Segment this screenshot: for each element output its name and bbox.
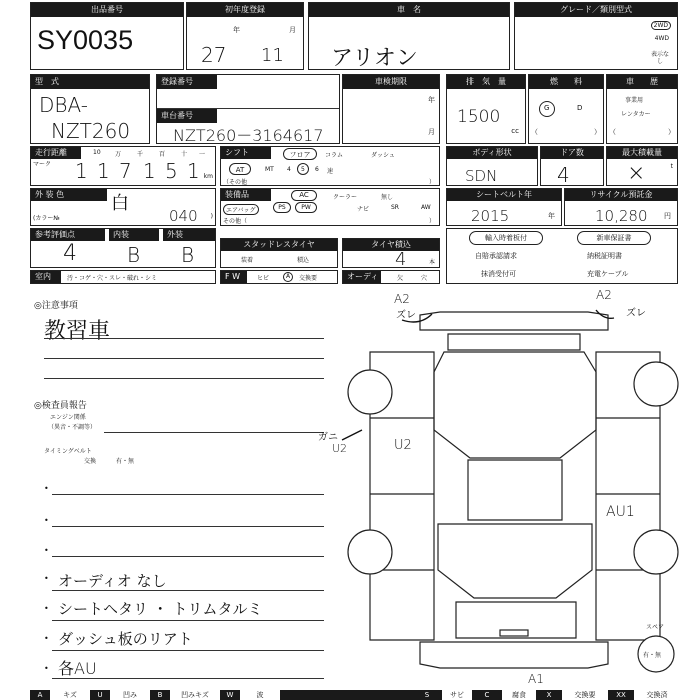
displacement-label: 排 気 量 bbox=[447, 75, 525, 89]
damage-u2-a: U2 bbox=[332, 442, 348, 455]
mileage-digit-5: 5 bbox=[165, 159, 178, 183]
recycle-unit: 円 bbox=[664, 212, 671, 220]
damage-garnish: ガニ bbox=[318, 432, 338, 443]
equipment-label: 装備品 bbox=[221, 189, 271, 201]
scale-10k: 万 bbox=[115, 151, 122, 158]
timing-opts: 有・無 bbox=[116, 458, 135, 465]
damage-a2-right: A2 bbox=[596, 288, 612, 302]
bullet-2: • bbox=[44, 516, 49, 525]
inspector-note-3: ダッシュ板のリアト bbox=[58, 630, 193, 648]
displacement-unit: cc bbox=[511, 127, 519, 135]
equipment-ac[interactable]: AC bbox=[291, 190, 317, 201]
interior-score-label: 内装 bbox=[109, 229, 159, 241]
history-paren-open: （ bbox=[609, 128, 616, 136]
legend-x: X bbox=[546, 691, 552, 699]
doors-label: ドア数 bbox=[541, 147, 603, 159]
bullet-1: • bbox=[44, 484, 49, 493]
exterior-score-label: 外装 bbox=[163, 229, 215, 241]
legend-xx: XX bbox=[616, 691, 626, 699]
damage-u2-b: U2 bbox=[394, 438, 412, 453]
scale-1k: 千 bbox=[137, 151, 144, 158]
scores-label: 参考評価点 bbox=[31, 229, 105, 241]
shift-6: 6 bbox=[315, 166, 319, 173]
equipment-navi: ナビ bbox=[357, 206, 370, 213]
equipment-aw: AW bbox=[421, 204, 431, 211]
mileage-digit-3: 7 bbox=[119, 159, 132, 183]
fuel-label: 燃 料 bbox=[529, 75, 603, 89]
grade-2wd: 2WD bbox=[651, 21, 671, 30]
car-name-label: 車 名 bbox=[309, 3, 509, 17]
bullet-6: • bbox=[44, 634, 49, 643]
scale-100: 百 bbox=[159, 151, 166, 158]
hood bbox=[448, 334, 580, 350]
trunk bbox=[456, 602, 576, 638]
doors-value: 4 bbox=[557, 163, 570, 187]
body-type-label: ボディ形状 bbox=[447, 147, 537, 159]
legend-w: W bbox=[226, 691, 234, 699]
studless-fitted: 装着 bbox=[241, 257, 254, 264]
inspector-note-1: オーディオ なし bbox=[58, 572, 167, 590]
grade-label: グレード／類別型式 bbox=[515, 3, 677, 17]
damage-a2-left-sub: ズレ bbox=[396, 310, 416, 321]
equipment-pw[interactable]: PW bbox=[295, 202, 317, 213]
doc-deregister: 抹消受付可 bbox=[481, 270, 516, 278]
spare-value: 有・無 bbox=[643, 652, 662, 659]
tire-load-value: 4 bbox=[395, 249, 407, 270]
scale-100k: 10 bbox=[93, 149, 101, 156]
interior-condition-text: 汚・コゲ・穴・スレ・破れ・シミ bbox=[67, 275, 158, 282]
shift-other-close: ） bbox=[428, 179, 435, 186]
capacity-value: × bbox=[627, 161, 646, 186]
seatbelt-unit: 年 bbox=[548, 212, 555, 220]
equipment-ps[interactable]: PS bbox=[273, 202, 291, 213]
month-label: 月 bbox=[289, 26, 296, 34]
fuel-paren-close: ） bbox=[594, 128, 601, 136]
fuel-d: D bbox=[577, 104, 583, 112]
doc-insurance: 自賠承認請求 bbox=[475, 252, 517, 260]
exterior-score: B bbox=[181, 243, 195, 267]
doc-warranty[interactable]: 新車保証書 bbox=[577, 231, 651, 245]
timing-sub: 交換 bbox=[84, 458, 97, 465]
spare-label: スペア bbox=[646, 624, 665, 631]
color-code-close: ) bbox=[210, 213, 213, 220]
equipment-sr: SR bbox=[391, 204, 399, 211]
color-label: 外 装 色 bbox=[31, 189, 107, 201]
legend-w-desc: 波 bbox=[240, 690, 280, 700]
windshield bbox=[434, 352, 596, 458]
legend-u-desc: 凹み bbox=[110, 690, 150, 700]
recycle-label: リサイクル預託金 bbox=[565, 189, 677, 201]
seatbelt-label: シートベルト年 bbox=[447, 189, 561, 201]
fuel-g: G bbox=[544, 104, 550, 112]
audio-hole: 穴 bbox=[421, 275, 428, 282]
shift-floor[interactable]: フロア bbox=[283, 148, 317, 160]
bullet-4: • bbox=[44, 574, 49, 583]
interior-condition-label: 室内 bbox=[31, 271, 61, 283]
engine-sub: （異音・不調等） bbox=[48, 424, 97, 431]
shift-5: 5 bbox=[301, 166, 305, 173]
front-bumper bbox=[420, 312, 608, 330]
bullet-5: • bbox=[44, 604, 49, 613]
shift-label: シフト bbox=[221, 147, 271, 159]
shift-4: 4 bbox=[287, 166, 291, 173]
fuel-paren-open: （ bbox=[531, 128, 538, 136]
lot-number-label: 出品番号 bbox=[31, 3, 183, 17]
doc-tax: 納税証明書 bbox=[587, 252, 622, 260]
tire-load-label: タイヤ積込 bbox=[343, 239, 439, 251]
doc-import-plate[interactable]: 輸入時着板付 bbox=[469, 231, 543, 245]
damage-au1: AU1 bbox=[606, 504, 635, 520]
body-type-value: SDN bbox=[465, 167, 498, 185]
capacity-label: 最大積載量 bbox=[607, 147, 677, 159]
equipment-none: 無し bbox=[381, 194, 394, 201]
mileage-digit-6: 1 bbox=[187, 159, 200, 183]
rear-window bbox=[438, 524, 592, 598]
legend-s: S bbox=[424, 691, 430, 699]
inspection-year-label: 年 bbox=[428, 96, 435, 104]
lot-number-value: SY0035 bbox=[37, 25, 134, 55]
inspector-label: ◎検査員報告 bbox=[34, 401, 87, 411]
color-value: 白 bbox=[111, 193, 129, 214]
damage-a1: A1 bbox=[528, 672, 544, 686]
fw-label: F W bbox=[221, 271, 247, 283]
bullet-3: • bbox=[44, 546, 49, 555]
scale-10: 十 bbox=[181, 151, 188, 158]
roof bbox=[468, 460, 562, 520]
fw-a: A bbox=[286, 273, 291, 280]
recycle-value: 10,280 bbox=[595, 207, 648, 225]
shift-at[interactable]: AT bbox=[229, 163, 251, 175]
displacement-value: 1500 bbox=[457, 107, 501, 127]
chassis-label: 車台番号 bbox=[157, 109, 217, 123]
mileage-digit-1: 1 bbox=[75, 159, 88, 183]
shift-dash: ダッシュ bbox=[371, 152, 395, 159]
damage-a2-left: A2 bbox=[394, 292, 410, 306]
mileage-label: 走行距離 bbox=[31, 147, 81, 159]
mileage-unit: km bbox=[203, 173, 213, 180]
mileage-digit-4: 1 bbox=[143, 159, 156, 183]
equipment-other-close: ） bbox=[428, 218, 435, 225]
history-label: 車 歴 bbox=[607, 75, 677, 89]
color-code: 040 bbox=[169, 207, 198, 225]
legend-a: A bbox=[37, 691, 43, 699]
fw-crack: ヒビ bbox=[257, 275, 270, 282]
overall-score: 4 bbox=[63, 241, 77, 266]
studless-label: スタッドレスタイヤ bbox=[221, 239, 337, 251]
first-registration-year: 27 bbox=[201, 43, 227, 67]
shift-column: コラム bbox=[325, 152, 343, 159]
fw-replace: 交換要 bbox=[299, 275, 318, 282]
notes-label: ◎注意事項 bbox=[34, 301, 78, 311]
legend-c: C bbox=[484, 691, 490, 699]
equipment-other: その他（ bbox=[223, 218, 248, 225]
shift-speed: 速 bbox=[327, 168, 334, 175]
legend-s-desc: サビ bbox=[442, 690, 472, 700]
legend-u: U bbox=[97, 691, 103, 699]
grade-4wd: 4WD bbox=[654, 35, 669, 42]
legend-x-desc: 交換要 bbox=[562, 690, 608, 700]
first-registration-month: 11 bbox=[261, 45, 284, 66]
history-paren-close: ） bbox=[668, 128, 675, 136]
model-value-2: NZT260 bbox=[51, 119, 131, 143]
shift-mt: MT bbox=[265, 166, 274, 173]
chassis-value: NZT260－3164617 bbox=[173, 126, 324, 145]
legend-xx-desc: 交換済 bbox=[634, 690, 680, 700]
equipment-cooler: クーラー bbox=[333, 194, 358, 201]
inspection-expiry-label: 車検期限 bbox=[343, 75, 439, 89]
registration-label: 登録番号 bbox=[157, 75, 217, 89]
equipment-airbag: エアバッグ bbox=[223, 204, 259, 215]
model-value-1: DBA- bbox=[39, 93, 88, 117]
seatbelt-value: 2015 bbox=[471, 207, 510, 225]
grade-none: 表示なし bbox=[650, 51, 669, 65]
legend-b-desc: 凹みキズ bbox=[170, 690, 220, 700]
model-label: 型 式 bbox=[31, 75, 149, 89]
engine-label: エンジン関係 bbox=[50, 414, 86, 421]
legend-c-desc: 腐食 bbox=[502, 690, 536, 700]
inspector-note-2: シートヘタリ ・ トリムタルミ bbox=[58, 600, 263, 618]
mileage-digit-2: 1 bbox=[97, 159, 110, 183]
audio-missing: 欠 bbox=[397, 275, 404, 282]
rear-bumper bbox=[420, 642, 608, 668]
legend-b: B bbox=[157, 691, 163, 699]
first-registration-label: 初年度登録 bbox=[187, 3, 303, 17]
capacity-unit: t bbox=[670, 163, 673, 170]
damage-a2-right-sub: ズレ bbox=[626, 308, 646, 319]
inspector-note-4: 各AU bbox=[58, 659, 97, 678]
timing-label: タイミングベルト bbox=[44, 448, 92, 455]
shift-other: （その他 bbox=[223, 179, 248, 186]
history-rental: レンタカー bbox=[621, 111, 651, 118]
inspection-month-label: 月 bbox=[428, 128, 435, 136]
car-name-value: アリオン bbox=[331, 46, 418, 71]
legend-a-desc: キズ bbox=[50, 690, 90, 700]
interior-score: B bbox=[127, 243, 141, 267]
scale-1: 一 bbox=[199, 151, 206, 158]
color-code-label: (カラー№ bbox=[33, 215, 60, 222]
notes-value: 教習車 bbox=[44, 319, 111, 344]
doc-charge-cable: 充電ケーブル bbox=[587, 270, 629, 278]
mileage-mark-label: マーク bbox=[33, 161, 52, 168]
history-business: 事業用 bbox=[625, 97, 644, 104]
studless-loaded: 積込 bbox=[297, 257, 310, 264]
year-label: 年 bbox=[233, 26, 240, 34]
tire-load-unit: 本 bbox=[428, 259, 435, 266]
audio-label: オーディオ bbox=[343, 271, 381, 283]
bullet-7: • bbox=[44, 664, 49, 673]
